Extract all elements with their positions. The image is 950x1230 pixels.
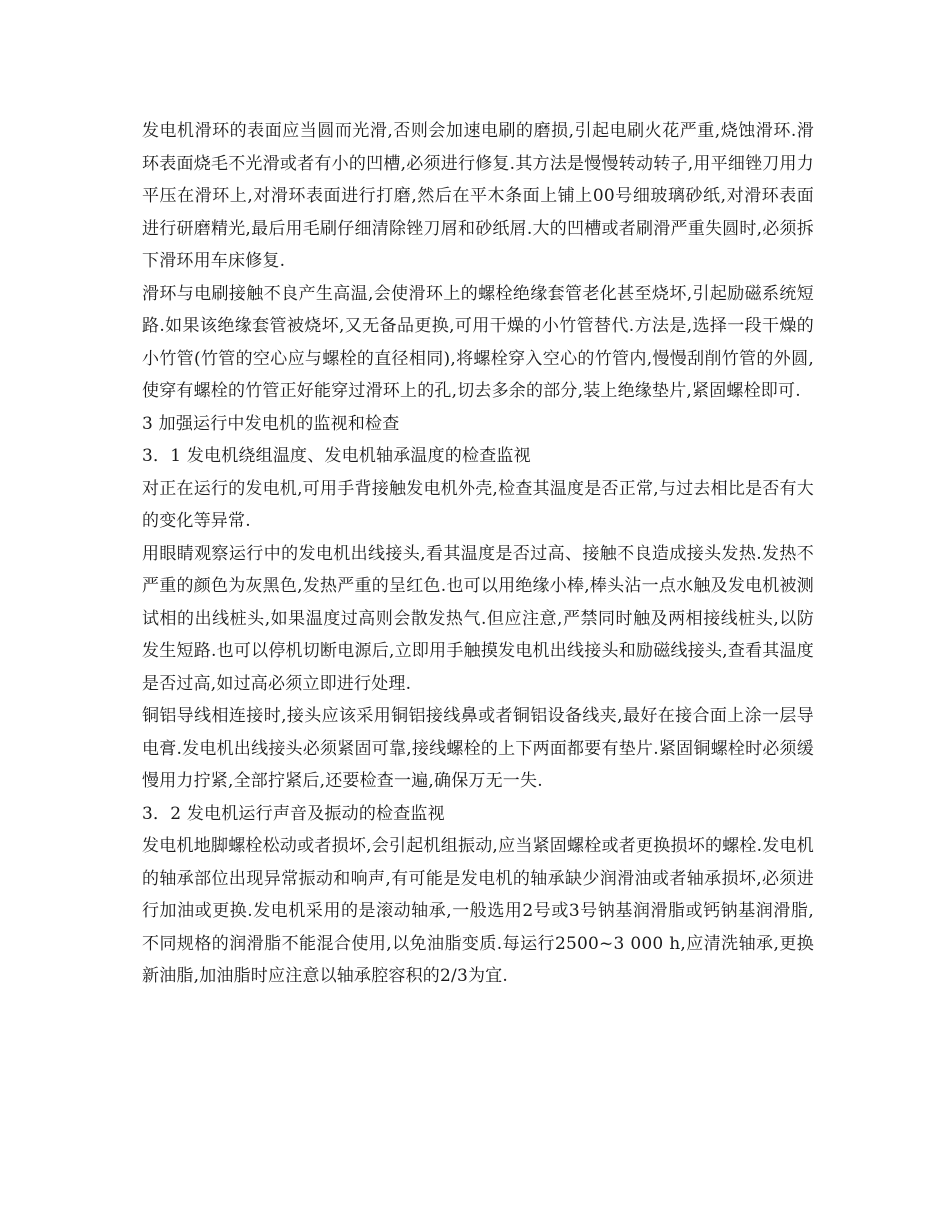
subsection-heading-3-2: 3．2 发电机运行声音及振动的检查监视 bbox=[142, 803, 445, 824]
subsection-heading-3-1: 3．1 发电机绕组温度、发电机轴承温度的检查监视 bbox=[142, 446, 531, 466]
section-heading-3: 3 加强运行中发电机的监视和检查 bbox=[142, 413, 400, 434]
paragraph-copper-aluminum-joint: 铜铝导线相连接时,接头应该采用铜铝接线鼻或者铜铝设备线夹,最好在接合面上涂一层导电膏.发电机出线接头必须紧固可靠,接线螺栓的上下两面都要有垫片.紧固铜螺栓时必须缓慢用力拧紧,全部拧紧后,还要检查一遍,确保万无一失. bbox=[142, 706, 814, 791]
paragraph-housing-temperature: 对正在运行的发电机,可用手背接触发电机外壳,检查其温度是否正常,与过去相比是否有大的变化等异常. bbox=[142, 478, 814, 531]
paragraph-vibration-bearing: 发电机地脚螺栓松动或者损坏,会引起机组振动,应当紧固螺栓或者更换损坏的螺栓.发电机的轴承部位出现异常振动和响声,有可能是发电机的轴承缺少润滑油或者轴承损坏,必须进行加油或更换.发电机采用的是滚动轴承,一般选用2号或3号钠基润滑脂或钙钠基润滑脂,不同规格的润滑脂不能混合使用,以免油脂变质.每运行2500~3 000 h,应清洗轴承,更换新油脂,加油脂时应注意以轴承腔容积的2/3为宜. bbox=[142, 836, 814, 986]
paragraph-bolt-insulation-sleeve: 滑环与电刷接触不良产生高温,会使滑环上的螺栓绝缘套管老化甚至烧坏,引起励磁系统短路.如果该绝缘套管被烧坏,又无备品更换,可用干燥的小竹管替代.方法是,选择一段干燥的小竹管(竹管的空心应与螺栓的直径相同),将螺栓穿入空心的竹管内,慢慢刮削竹管的外圆,使穿有螺栓的竹管正好能穿过滑环上的孔,切去多余的部分,装上绝缘垫片,紧固螺栓即可. bbox=[142, 283, 814, 401]
paragraph-terminal-inspection: 用眼睛观察运行中的发电机出线接头,看其温度是否过高、接触不良造成接头发热.发热不严重的颜色为灰黑色,发热严重的呈红色.也可以用绝缘小棒,棒头沾一点水触及发电机被测试相的出线桩头,如果温度过高则会散发热气.但应注意,严禁同时触及两相接线桩头,以防发生短路.也可以停机切断电源后,立即用手触摸发电机出线接头和励磁线接头,查看其温度是否过高,如过高必须立即进行处理. bbox=[142, 543, 814, 694]
document-body bbox=[142, 115, 814, 993]
paragraph-slip-ring-surface: 发电机滑环的表面应当圆而光滑,否则会加速电刷的磨损,引起电刷火花严重,烧蚀滑环.滑环表面烧毛不光滑或者有小的凹槽,必须进行修复.其方法是慢慢转动转子,用平细锉刀用力平压在滑环上,对滑环表面进行打磨,然后在平木条面上铺上00号细玻璃砂纸,对滑环表面进行研磨精光,最后用毛刷仔细清除锉刀屑和砂纸屑.大的凹槽或者刷滑严重失圆时,必须拆下滑环用车床修复. bbox=[142, 121, 814, 271]
